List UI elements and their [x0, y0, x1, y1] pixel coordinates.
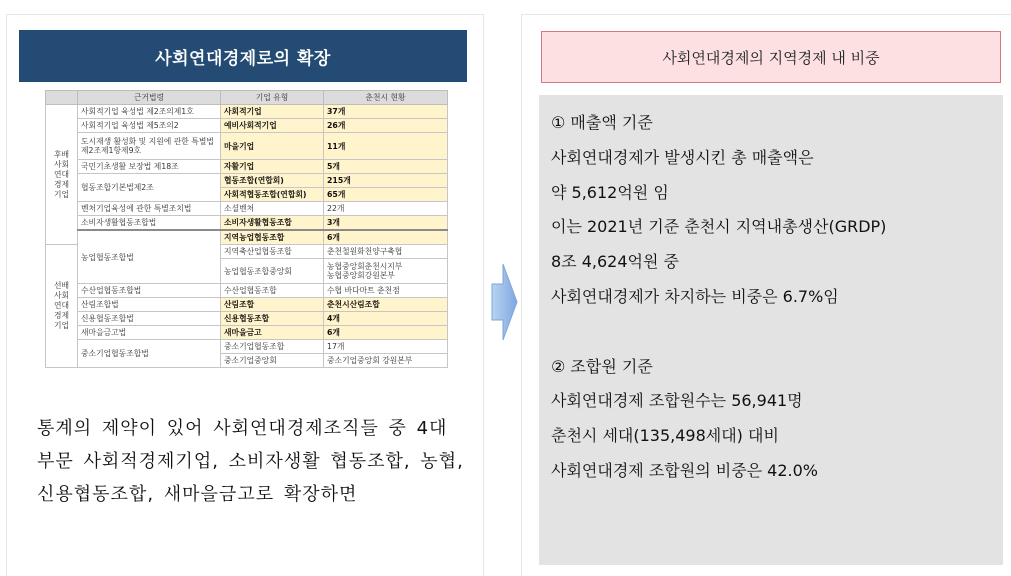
- table-cell: 22개: [324, 202, 448, 216]
- table-header: 춘천시 현황: [324, 91, 448, 105]
- table-cell: 17개: [324, 340, 448, 354]
- table-cell: 소비자생활협동조합법: [78, 216, 221, 231]
- table-cell: 자활기업: [221, 160, 324, 174]
- table-cell: 새마을금고법: [78, 326, 221, 340]
- table-cell: 5개: [324, 160, 448, 174]
- table-cell: 11개: [324, 133, 448, 160]
- content-line: 약 5,612억원 임: [551, 182, 669, 202]
- table-cell: 벤처기업육성에 관한 특별조치법: [78, 202, 221, 216]
- table-row: [46, 298, 448, 312]
- content-lines: [551, 106, 1001, 489]
- summary-text: 통계의 제약이 있어 사회연대경제조직들 중 4대 부문 사회적경제기업, 소비자생활 협동조합, 농협, 신용협동조합, 새마을금고로 확장하면: [37, 418, 464, 505]
- table-row: [46, 340, 448, 354]
- table-cell: 37개: [324, 105, 448, 119]
- table-row: [46, 105, 448, 119]
- table-cell: 국민기초생활 보장법 제18조: [78, 160, 221, 174]
- table-cell: 수협 바다마트 춘천점: [324, 284, 448, 298]
- table-cell: 6개: [324, 230, 448, 245]
- table-cell: 사회적기업: [221, 105, 324, 119]
- table-row: [46, 312, 448, 326]
- table-header: 근거법령: [78, 91, 221, 105]
- table-cell: 65개: [324, 188, 448, 202]
- left-title: 사회연대경제로의 확장: [19, 30, 467, 82]
- table-cell: 협동조합기본법제2조: [78, 174, 221, 202]
- group-label-senior: 선배 사회 연대 경제 기업: [46, 245, 78, 368]
- table-cell: 중소기업협동조합: [221, 340, 324, 354]
- content-line: ② 조합원 기준: [551, 356, 653, 376]
- enterprise-table: [45, 90, 448, 368]
- table-cell: 3개: [324, 216, 448, 231]
- table-cell: 농업협동조합법: [78, 230, 221, 284]
- content-line: 사회연대경제 조합원수는 56,941명: [551, 391, 803, 411]
- table-header: [46, 91, 78, 105]
- table-cell: 26개: [324, 119, 448, 133]
- right-title: 사회연대경제의 지역경제 내 비중: [541, 31, 1001, 83]
- table-cell: 새마을금고: [221, 326, 324, 340]
- content-line: 사회연대경제가 발생시킨 총 매출액은: [551, 147, 814, 167]
- arrow-right-icon: [490, 262, 518, 342]
- table-row: [46, 119, 448, 133]
- table-row: [46, 160, 448, 174]
- table-cell: 수산업협동조합: [221, 284, 324, 298]
- table-cell: 소비자생활협동조합: [221, 216, 324, 231]
- table-cell: 6개: [324, 326, 448, 340]
- table-cell: 사회적협동조합(연합회): [221, 188, 324, 202]
- table-cell: 소셜벤처: [221, 202, 324, 216]
- table-row: [46, 230, 448, 245]
- table-cell: 215개: [324, 174, 448, 188]
- table-cell: 농업협동조합중앙회: [221, 259, 324, 284]
- table-cell: 협동조합(연합회): [221, 174, 324, 188]
- table-cell: 신용협동조합법: [78, 312, 221, 326]
- table-row: [46, 216, 448, 231]
- table-cell: 산림조합법: [78, 298, 221, 312]
- group-label-junior: 후배 사회 연대 경제 기업: [46, 105, 78, 245]
- table-cell: 중소기업협동조합법: [78, 340, 221, 368]
- table-cell: 춘천시산림조합: [324, 298, 448, 312]
- content-line: 이는 2021년 기준 춘천시 지역내총생산(GRDP): [551, 217, 887, 237]
- content-line: 8조 4,624억원 중: [551, 252, 679, 272]
- table-cell: 신용협동조합: [221, 312, 324, 326]
- table-cell: 지역축산업협동조합: [221, 245, 324, 259]
- table-cell: 중소기업중앙회 강원본부: [324, 354, 448, 368]
- content-line: ① 매출액 기준: [551, 113, 653, 132]
- table-row: [46, 174, 448, 188]
- table-cell: 지역농업협동조합: [221, 230, 324, 245]
- table-row: [46, 202, 448, 216]
- table-header-row: [46, 91, 448, 105]
- table-cell: 산림조합: [221, 298, 324, 312]
- table-cell: 도시재생 활성화 및 지원에 관한 특별법 제2조제1항제9호: [78, 133, 221, 160]
- content-line: 사회연대경제 조합원의 비중은 42.0%: [551, 460, 819, 480]
- table-row: [46, 284, 448, 298]
- table-cell: 사회적기업 육성법 제5조의2: [78, 119, 221, 133]
- table-cell: 농협중앙회춘천시지부 농협중앙회강원본부: [324, 259, 448, 284]
- table-cell: 마을기업: [221, 133, 324, 160]
- table-header: 기업 유형: [221, 91, 324, 105]
- table-row: [46, 326, 448, 340]
- table-cell: 수산업협동조합법: [78, 284, 221, 298]
- content-line: 사회연대경제가 차지하는 비중은 6.7%임: [551, 286, 839, 306]
- table-cell: 중소기업중앙회: [221, 354, 324, 368]
- table-cell: 사회적기업 육성법 제2조의제1호: [78, 105, 221, 119]
- content-line: 춘천시 세대(135,498세대) 대비: [551, 426, 779, 446]
- table-cell: 예비사회적기업: [221, 119, 324, 133]
- table-cell: 4개: [324, 312, 448, 326]
- content-line: [551, 315, 1001, 350]
- table-cell: 춘천철원화천양구축협: [324, 245, 448, 259]
- table-row: [46, 133, 448, 160]
